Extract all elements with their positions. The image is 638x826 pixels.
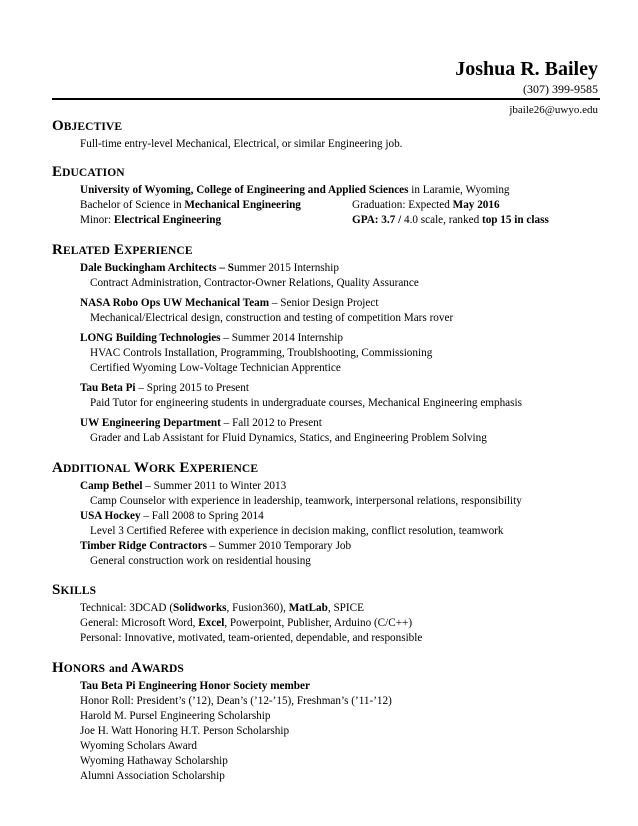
phone-number: (307) 399-9585 — [523, 82, 598, 96]
honor-item: Joe H. Watt Honoring H.T. Person Scholarship — [80, 725, 290, 737]
candidate-name: Joshua R. Bailey — [455, 58, 598, 80]
objective-heading: OBJECTIVE — [52, 118, 123, 134]
experience-entry: Tau Beta Pi – Spring 2015 to Present Paid Tutor for engineering students in undergraduate courses, Mechanical Engineering emphasis — [80, 382, 522, 409]
objective-text: Full-time entry-level Mechanical, Electrical, or similar Engineering job. — [80, 138, 403, 150]
education-school: University of Wyoming, College of Engineering and Applied Sciences in Laramie, Wyoming — [80, 184, 510, 196]
related-experience-heading: RELATED EXPERIENCE — [52, 242, 193, 258]
experience-entry: LONG Building Technologies – Summer 2014 Internship HVAC Controls Installation, Programming, Troublshooting, Commissioning Certified Wyoming Low-Voltage Technician Apprentice — [80, 332, 433, 374]
education-heading: EDUCATION — [52, 164, 125, 180]
honor-item: Alumni Association Scholarship — [80, 770, 225, 782]
work-entry: Timber Ridge Contractors – Summer 2010 Temporary Job General construction work on residential housing — [80, 540, 352, 567]
email-address: jbaile26@uwyo.edu — [509, 104, 598, 116]
related-experience-section — [52, 240, 600, 446]
education-degree: Bachelor of Science in Mechanical Engineering Graduation: Expected May 2016 — [80, 199, 500, 211]
additional-experience-heading: ADDITIONAL WORK EXPERIENCE — [52, 460, 259, 476]
objective-section — [52, 116, 600, 152]
header-divider — [52, 98, 600, 100]
honors-section — [52, 658, 600, 784]
work-entry: USA Hockey – Fall 2008 to Spring 2014 Level 3 Certified Referee with experience in decision making, conflict resolution, teamwork — [80, 510, 504, 537]
skills-technical: Technical: 3DCAD (Solidworks, Fusion360), MatLab, SPICE — [80, 602, 364, 614]
honor-item: Wyoming Scholars Award — [80, 740, 197, 752]
experience-entry: Dale Buckingham Architects – Summer 2015 Internship Contract Administration, Contractor-Owner Relations, Quality Assurance — [80, 262, 419, 289]
honors-heading: HONORS and AWARDS — [52, 660, 184, 676]
skills-personal: Personal: Innovative, motivated, team-oriented, dependable, and responsible — [80, 632, 423, 644]
honor-item: Tau Beta Pi Engineering Honor Society member — [80, 680, 310, 692]
honor-item: Harold M. Pursel Engineering Scholarship — [80, 710, 271, 722]
skills-section — [52, 580, 600, 646]
skills-heading: SKILLS — [52, 582, 97, 598]
education-section — [52, 162, 600, 228]
experience-entry: NASA Robo Ops UW Mechanical Team – Senior Design Project Mechanical/Electrical design, construction and testing of competition Mars rover — [80, 297, 454, 324]
education-minor: Minor: Electrical Engineering GPA: 3.7 / 4.0 scale, ranked top 15 in class — [80, 214, 549, 226]
experience-entry: UW Engineering Department – Fall 2012 to Present Grader and Lab Assistant for Fluid Dynamics, Statics, and Engineering Problem Solving — [80, 417, 487, 444]
skills-general: General: Microsoft Word, Excel, Powerpoint, Publisher, Arduino (C/C++) — [80, 617, 413, 629]
work-entry: Camp Bethel – Summer 2011 to Winter 2013 Camp Counselor with experience in leadership, teamwork, interpersonal relations, responsibility — [80, 480, 522, 507]
honor-item: Wyoming Hathaway Scholarship — [80, 755, 228, 767]
honor-item: Honor Roll: President’s (’12), Dean’s (’12-’15), Freshman’s (’11-’12) — [80, 695, 392, 707]
additional-experience-section — [52, 458, 600, 569]
